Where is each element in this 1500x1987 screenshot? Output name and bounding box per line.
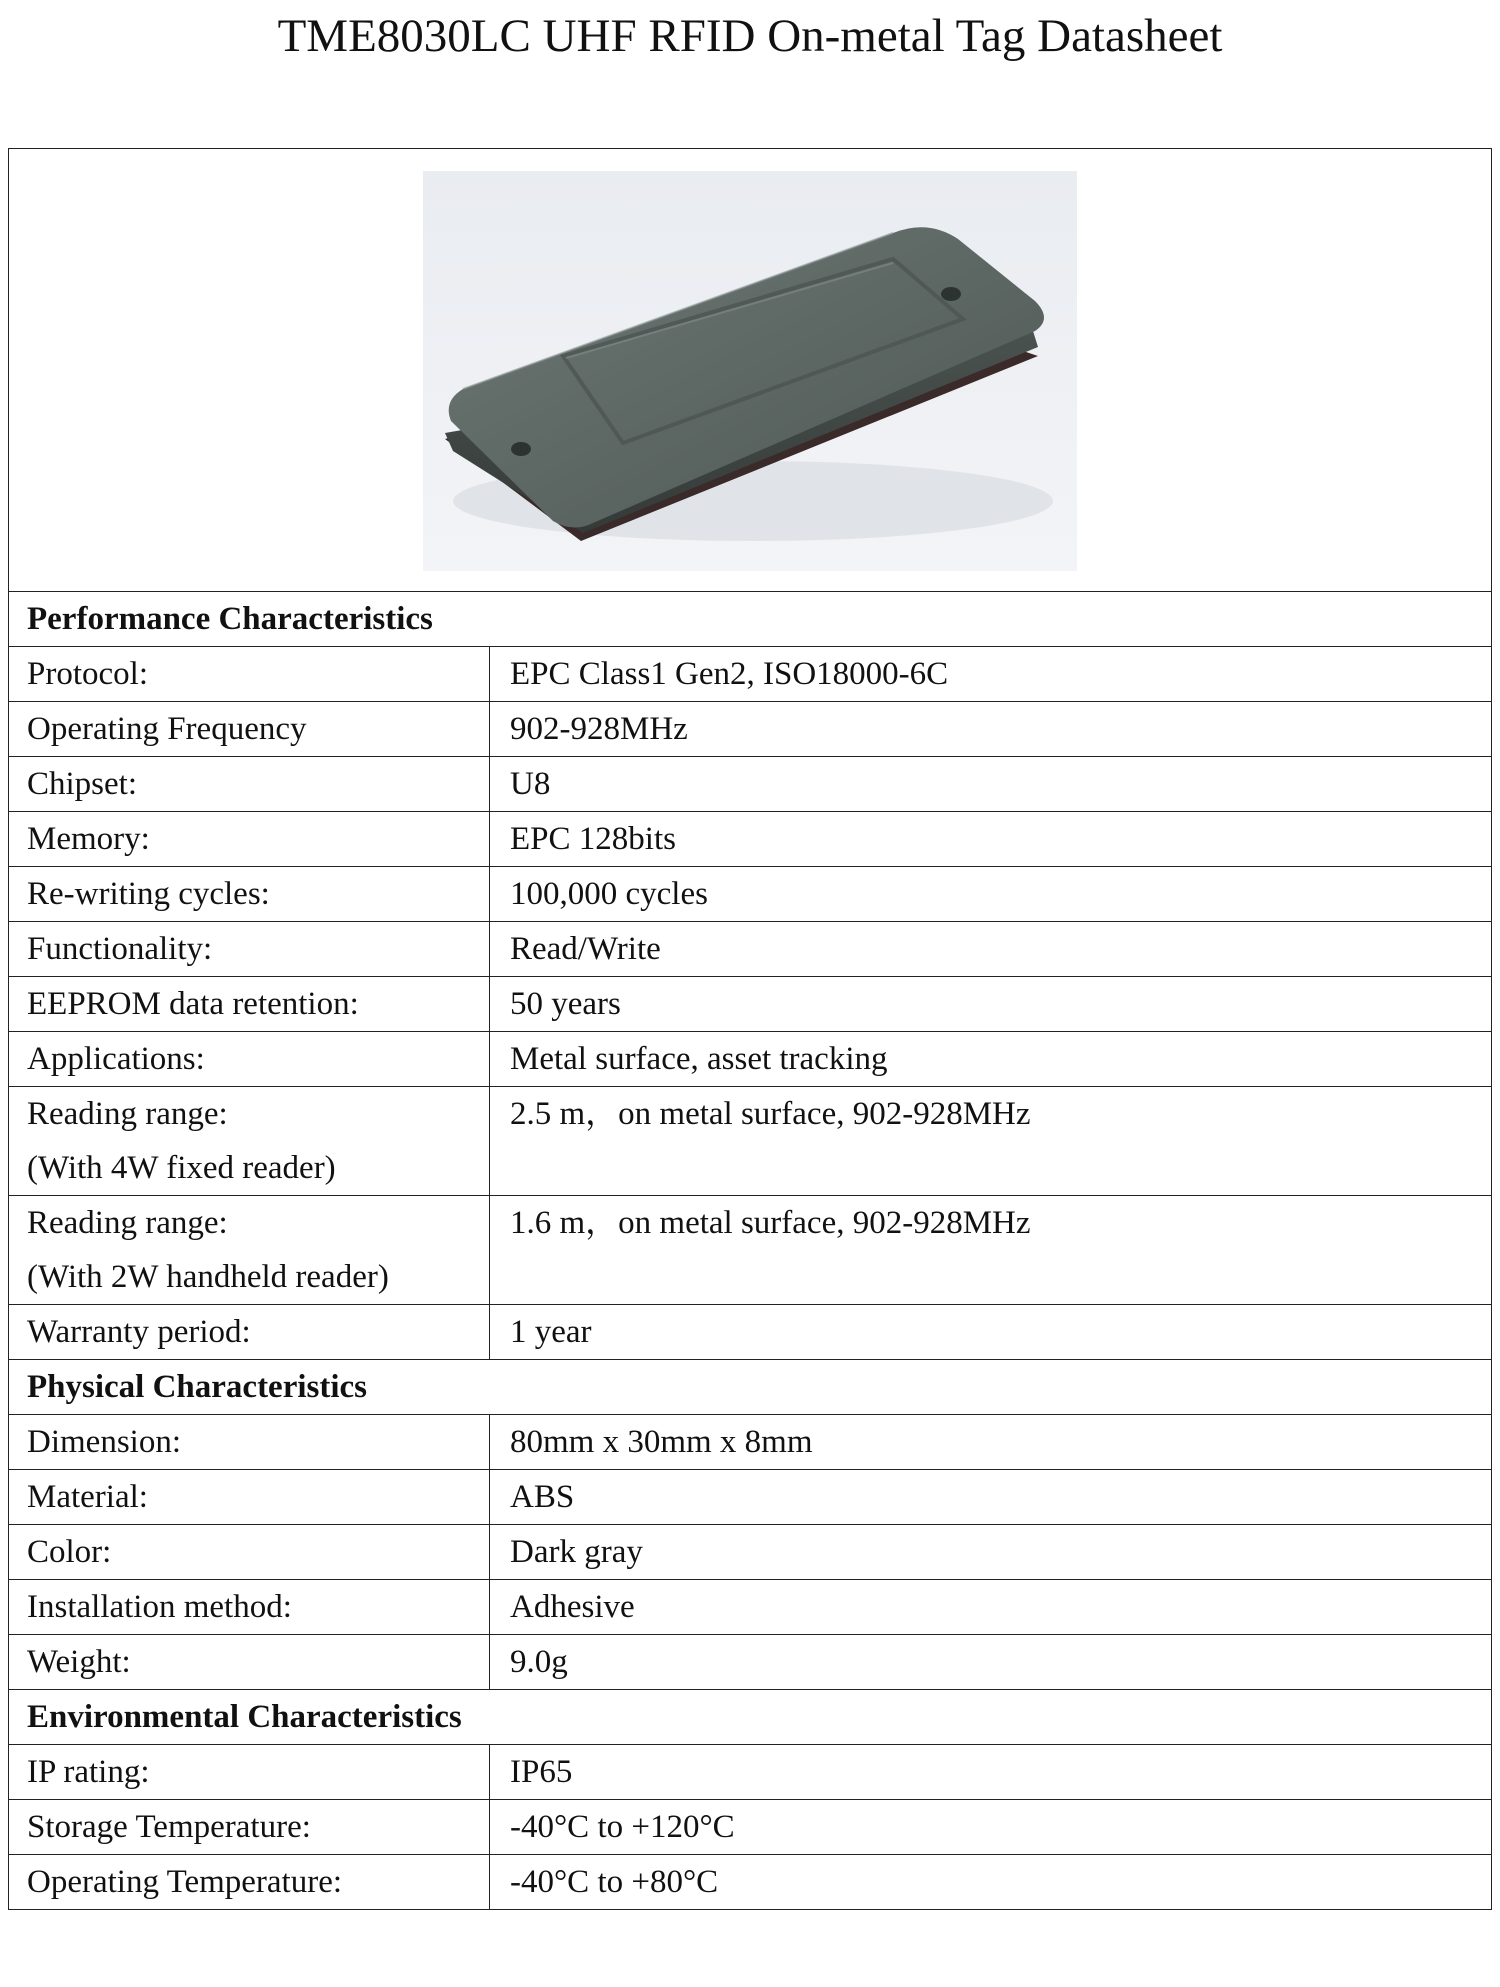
spec-row-material xyxy=(9,1470,1492,1525)
spec-label: Operating Temperature: xyxy=(9,1855,490,1910)
spec-label: Reading range: xyxy=(27,1096,228,1132)
spec-value: 100,000 cycles xyxy=(490,867,1492,922)
spec-value: EPC Class1 Gen2, ISO18000-6C xyxy=(490,647,1492,702)
spec-row-memory xyxy=(9,812,1492,867)
spec-row-applications xyxy=(9,1032,1492,1087)
spec-label: Operating Frequency xyxy=(9,702,490,757)
spec-row-chipset xyxy=(9,757,1492,812)
spec-label: Weight: xyxy=(9,1635,490,1690)
spec-value: Adhesive xyxy=(490,1580,1492,1635)
spec-row-operating-temperature xyxy=(9,1855,1492,1910)
page-title: TME8030LC UHF RFID On-metal Tag Datasheet xyxy=(277,10,1223,62)
spec-row-rewriting-cycles xyxy=(9,867,1492,922)
spec-row-installation xyxy=(9,1580,1492,1635)
spec-label: IP rating: xyxy=(9,1745,490,1800)
spec-row-operating-frequency xyxy=(9,702,1492,757)
spec-label: Warranty period: xyxy=(9,1305,490,1360)
spec-value: ABS xyxy=(490,1470,1492,1525)
mounting-hole-left xyxy=(511,442,531,456)
spec-value: -40°C to +80°C xyxy=(490,1855,1492,1910)
spec-value: 1 year xyxy=(490,1305,1492,1360)
spec-label: Color: xyxy=(9,1525,490,1580)
spec-row-reading-range-handheld xyxy=(9,1196,1492,1305)
section-header-physical xyxy=(9,1360,1492,1415)
spec-row-warranty xyxy=(9,1305,1492,1360)
spec-row-protocol xyxy=(9,647,1492,702)
spec-row-eeprom-retention xyxy=(9,977,1492,1032)
product-photo xyxy=(423,171,1077,571)
spec-value: 9.0g xyxy=(490,1635,1492,1690)
spec-row-weight xyxy=(9,1635,1492,1690)
section-header-environmental xyxy=(9,1690,1492,1745)
datasheet-table xyxy=(8,148,1492,1910)
spec-label: Storage Temperature: xyxy=(9,1800,490,1855)
spec-value: Dark gray xyxy=(490,1525,1492,1580)
spec-value: 2.5 m，on metal surface, 902-928MHz xyxy=(490,1087,1492,1196)
spec-label: Chipset: xyxy=(9,757,490,812)
spec-value: 80mm x 30mm x 8mm xyxy=(490,1415,1492,1470)
spec-row-reading-range-fixed xyxy=(9,1087,1492,1196)
spec-label: Material: xyxy=(9,1470,490,1525)
spec-value: EPC 128bits xyxy=(490,812,1492,867)
spec-label: Dimension: xyxy=(9,1415,490,1470)
product-photo-row xyxy=(9,149,1492,592)
spec-value: 1.6 m，on metal surface, 902-928MHz xyxy=(490,1196,1492,1305)
spec-label: Memory: xyxy=(9,812,490,867)
spec-label: EEPROM data retention: xyxy=(9,977,490,1032)
spec-label-note: (With 2W handheld reader) xyxy=(27,1259,389,1295)
spec-value: Metal surface, asset tracking xyxy=(490,1032,1492,1087)
section-title: Environmental Characteristics xyxy=(9,1690,1492,1745)
spec-value: 902-928MHz xyxy=(490,702,1492,757)
spec-label-cell xyxy=(9,1196,490,1305)
spec-label: Applications: xyxy=(9,1032,490,1087)
spec-label-cell xyxy=(9,1087,490,1196)
section-title: Performance Characteristics xyxy=(9,592,1492,647)
spec-value: 50 years xyxy=(490,977,1492,1032)
spec-label-note: (With 4W fixed reader) xyxy=(27,1150,336,1186)
spec-label: Functionality: xyxy=(9,922,490,977)
spec-label: Protocol: xyxy=(9,647,490,702)
section-title: Physical Characteristics xyxy=(9,1360,1492,1415)
spec-value: IP65 xyxy=(490,1745,1492,1800)
spec-row-ip-rating xyxy=(9,1745,1492,1800)
spec-label: Re-writing cycles: xyxy=(9,867,490,922)
spec-label: Installation method: xyxy=(9,1580,490,1635)
spec-row-functionality xyxy=(9,922,1492,977)
spec-value: -40°C to +120°C xyxy=(490,1800,1492,1855)
spec-value: Read/Write xyxy=(490,922,1492,977)
mounting-hole-right xyxy=(941,287,961,301)
spec-label: Reading range: xyxy=(27,1205,228,1241)
product-photo-cell xyxy=(9,149,1492,592)
section-header-performance xyxy=(9,592,1492,647)
spec-row-dimension xyxy=(9,1415,1492,1470)
spec-row-storage-temperature xyxy=(9,1800,1492,1855)
spec-row-color xyxy=(9,1525,1492,1580)
spec-value: U8 xyxy=(490,757,1492,812)
